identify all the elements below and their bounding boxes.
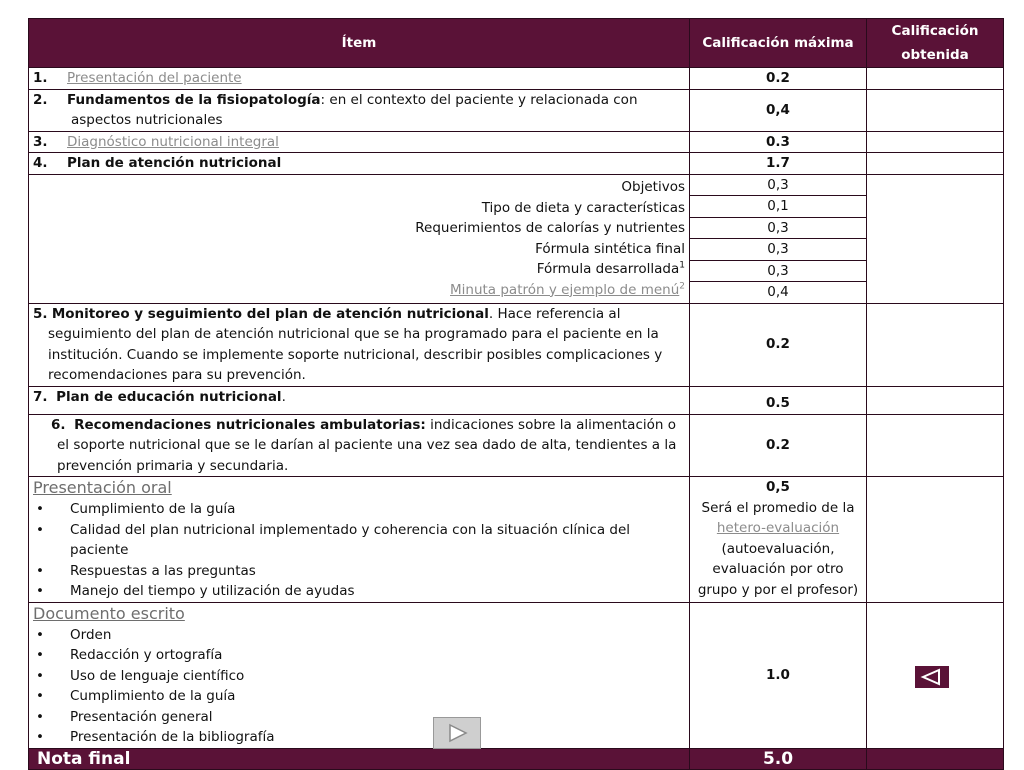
- final-grade-total: 5.0: [690, 748, 867, 770]
- developed-formula-text: Fórmula desarrollada: [536, 261, 680, 277]
- sub-label-diet-type: Tipo de dieta y características: [481, 199, 685, 216]
- plan-sub-labels: [29, 174, 690, 303]
- row7-number: 7.: [33, 388, 48, 405]
- header-max-score: Calificación máxima: [690, 19, 867, 68]
- written-document-row: [29, 602, 1004, 748]
- table-row: [29, 303, 1004, 386]
- oral-note-1: Será el promedio de la: [701, 499, 855, 516]
- row2-bold: Fundamentos de la fisiopatología: [67, 91, 321, 108]
- sub-label-synthetic-formula: Fórmula sintética final: [535, 240, 685, 257]
- written-document-title[interactable]: Documento escrito: [33, 603, 185, 623]
- final-grade-label: Nota final: [29, 748, 690, 770]
- row3-obtained[interactable]: [867, 131, 1004, 153]
- row4-max: 1.7: [690, 153, 867, 175]
- row3-link[interactable]: Diagnóstico nutricional integral: [67, 133, 279, 150]
- list-item: [33, 625, 685, 646]
- list-item-text: Manejo del tiempo y utilización de ayudas: [70, 583, 355, 599]
- row7-item: [29, 386, 690, 414]
- footnote-1: 1: [679, 260, 685, 271]
- table-row: [29, 68, 1004, 90]
- row6-item: [29, 414, 690, 477]
- row2-obtained[interactable]: [867, 89, 1004, 131]
- row5-number: 5.: [33, 305, 48, 322]
- sub-max-developed-formula: 0,3: [690, 260, 867, 282]
- oral-criteria-list: [33, 499, 685, 602]
- list-item: [33, 645, 685, 666]
- row5-item: [29, 303, 690, 386]
- next-slide-button[interactable]: [433, 717, 481, 749]
- bullet-icon: •: [36, 688, 44, 704]
- bullet-icon: •: [36, 521, 44, 538]
- sub-max-diet-type: 0,1: [690, 196, 867, 218]
- row2-number: 2.: [33, 91, 48, 108]
- list-item-text: Calidad del plan nutricional implementado y coherencia con la situación clínica del paciente: [70, 521, 631, 558]
- row3-max: 0.3: [690, 131, 867, 153]
- list-item: [33, 561, 685, 582]
- row3-item: [29, 131, 690, 153]
- list-item: [33, 727, 685, 748]
- row2-text: : en el contexto del paciente y relacionada con aspectos nutricionales: [71, 91, 638, 128]
- list-item-text: Respuestas a las preguntas: [70, 562, 256, 579]
- bullet-icon: •: [36, 562, 44, 579]
- table-row: [29, 153, 1004, 175]
- sub-label-developed-formula: [33, 259, 685, 280]
- row4-text: Plan de atención nutricional: [67, 155, 282, 171]
- list-item-text: Orden: [70, 626, 112, 643]
- bullet-icon: •: [36, 667, 44, 684]
- row5-max: 0.2: [690, 303, 867, 386]
- list-item-text: Presentación general: [70, 708, 213, 725]
- bullet-icon: •: [36, 501, 44, 517]
- row1-obtained[interactable]: [867, 68, 1004, 90]
- written-document-cell: [29, 602, 690, 748]
- list-item: [33, 666, 685, 687]
- list-item: [33, 581, 685, 602]
- plan-subrow: [29, 174, 1004, 196]
- row4-number: 4.: [33, 155, 48, 171]
- list-item-text: Uso de lenguaje científico: [70, 667, 245, 684]
- row2-max: 0,4: [690, 89, 867, 131]
- row4-item: [29, 153, 690, 175]
- list-item: [33, 707, 685, 728]
- bullet-icon: •: [36, 626, 44, 643]
- final-grade-row: [29, 748, 1004, 770]
- sub-max-requirements: 0,3: [690, 217, 867, 239]
- row4-obtained[interactable]: [867, 153, 1004, 175]
- row1-item: [29, 68, 690, 90]
- list-item: [33, 499, 685, 520]
- row5-obtained[interactable]: [867, 303, 1004, 386]
- row6-obtained[interactable]: [867, 414, 1004, 477]
- row7-max: 0.5: [690, 386, 867, 414]
- written-criteria-list: [33, 625, 685, 748]
- table-row: [29, 386, 1004, 414]
- oral-presentation-cell: [29, 477, 690, 603]
- row5-bold: Monitoreo y seguimiento del plan de atención nutricional: [51, 305, 489, 322]
- bullet-icon: •: [36, 708, 44, 725]
- row6-max: 0.2: [690, 414, 867, 477]
- row6-text: indicaciones sobre la alimentación o el soporte nutricional que se le darían al paciente una vez sea dado de alta, tendientes a la prevención primaria y secundaria.: [57, 416, 677, 474]
- sub-label-requirements: Requerimientos de calorías y nutrientes: [415, 220, 685, 236]
- oral-obtained[interactable]: [867, 477, 1004, 603]
- list-item-text: Presentación de la bibliografía: [70, 729, 275, 745]
- row3-number: 3.: [33, 133, 48, 150]
- oral-max: 0,5: [766, 479, 790, 495]
- row2-item: [29, 89, 690, 131]
- sub-label-menu: [33, 280, 685, 301]
- header-obtained-score: Calificación obtenida: [867, 19, 1004, 68]
- list-item: [33, 520, 685, 561]
- header-item: Ítem: [29, 19, 690, 68]
- oral-presentation-title[interactable]: Presentación oral: [33, 478, 172, 497]
- sub-max-synthetic-formula: 0,3: [690, 239, 867, 261]
- sub-max-menu: 0,4: [690, 282, 867, 304]
- table-row: [29, 89, 1004, 131]
- bullet-icon: •: [36, 647, 44, 663]
- table-row: [29, 131, 1004, 153]
- table-row: [29, 414, 1004, 477]
- row6-number: 6.: [51, 416, 66, 433]
- oral-presentation-row: [29, 477, 1004, 603]
- list-item: [33, 686, 685, 707]
- row1-link[interactable]: Presentación del paciente: [67, 70, 242, 86]
- play-triangle-icon: [445, 723, 469, 743]
- bullet-icon: •: [36, 583, 44, 599]
- list-item-text: Redacción y ortografía: [70, 647, 223, 663]
- row7-bold: Plan de educación nutricional: [56, 388, 282, 405]
- list-item-text: Cumplimiento de la guía: [70, 501, 236, 517]
- sub-max-objectives: 0,3: [690, 174, 867, 196]
- grading-rubric-table: [28, 18, 1004, 770]
- sub-label-objectives: Objetivos: [621, 179, 685, 195]
- row5-text: . Hace referencia al seguimiento del plan de atención nutricional que se ha programado para el paciente en la institución. Cuando se implemente soporte nutricional, describir posibles complicaciones y recomendaciones para su prevención.: [48, 305, 663, 383]
- final-grade-obtained: [867, 748, 1004, 770]
- row7-text: .: [281, 388, 286, 405]
- header-row: [29, 19, 1004, 68]
- written-max: 1.0: [690, 602, 867, 748]
- oral-max-cell: [690, 477, 867, 603]
- list-item-text: Cumplimiento de la guía: [70, 688, 236, 704]
- bullet-icon: •: [36, 729, 44, 745]
- row1-number: 1.: [33, 70, 48, 86]
- hetero-evaluation-link[interactable]: hetero-evaluación: [716, 520, 840, 536]
- row1-max: 0.2: [690, 68, 867, 90]
- back-triangle-icon: [919, 668, 945, 686]
- oral-note-2: (autoevaluación, evaluación por otro grupo y por el profesor): [697, 540, 859, 598]
- back-button[interactable]: [915, 666, 949, 688]
- menu-link[interactable]: Minuta patrón y ejemplo de menú: [450, 281, 680, 298]
- plan-sub-obtained[interactable]: [867, 174, 1004, 303]
- row6-bold: Recomendaciones nutricionales ambulatorias:: [74, 416, 426, 433]
- row7-obtained[interactable]: [867, 386, 1004, 414]
- footnote-2: 2: [679, 281, 685, 291]
